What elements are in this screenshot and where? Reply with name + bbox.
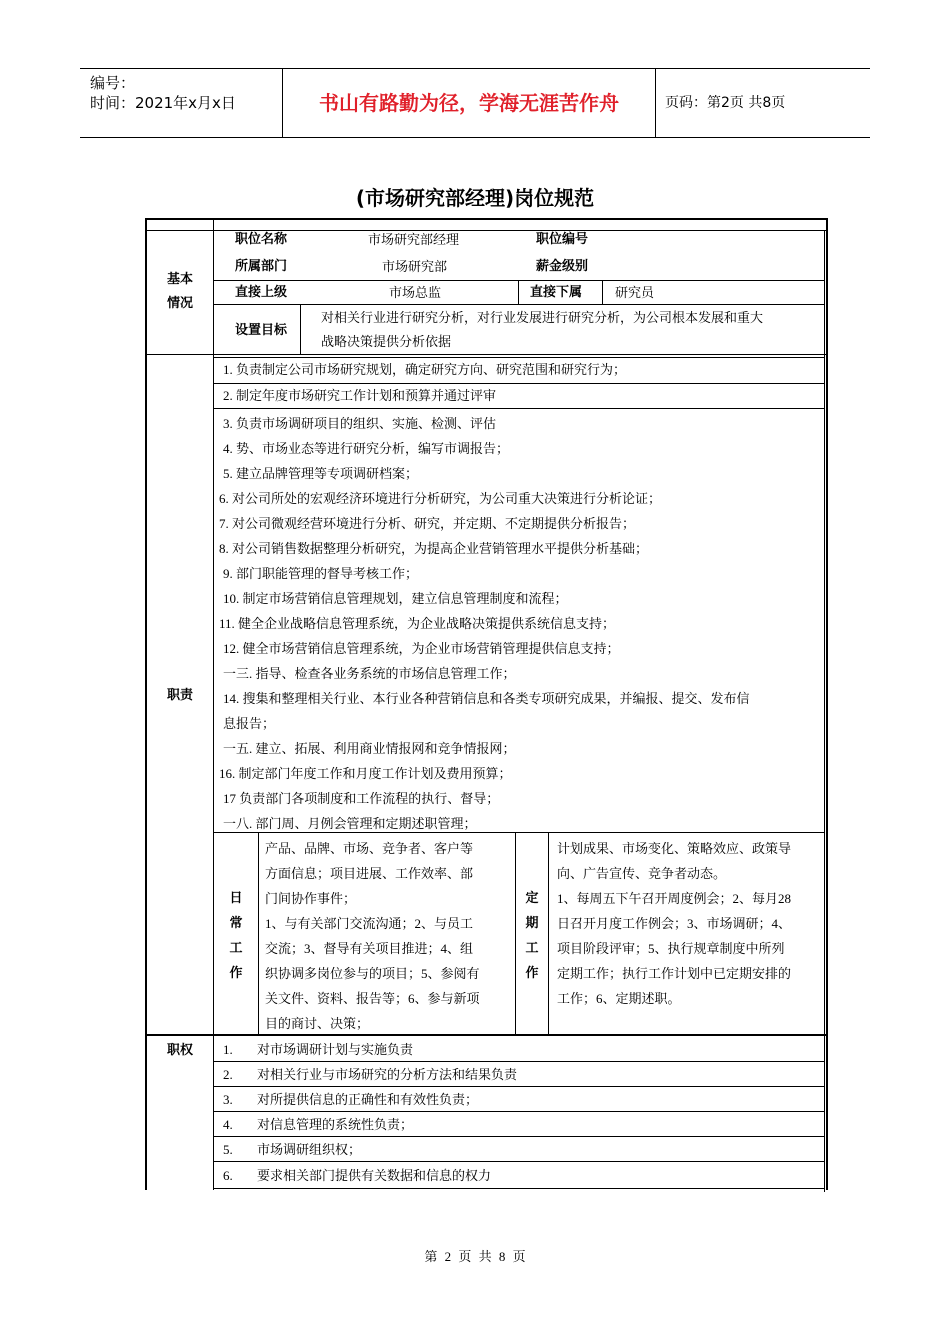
header-page: 页码：第2页 共8页	[665, 95, 786, 111]
authority-text: 要求相关部门提供有关数据和信息的权力	[257, 1168, 492, 1183]
number-label: 编号：	[90, 74, 136, 92]
duty-item: 5. 建立品牌管理等专项调研档案；	[223, 466, 419, 481]
cell-divider	[518, 280, 519, 304]
row-line	[213, 280, 825, 281]
duty-item: 息报告；	[223, 716, 276, 731]
duty-item: 11. 健全企业战略信息管理系统，为企业战略决策提供系统信息支持；	[219, 616, 616, 631]
row-line	[213, 1188, 825, 1189]
authority-text: 对相关行业与市场研究的分析方法和结果负责	[257, 1067, 518, 1082]
duties-section-label: 职责	[166, 688, 193, 703]
document-title: (市场研究部经理)岗位规范	[355, 186, 595, 210]
duty-item: 7. 对公司微观经营环境进行分析、研究，并定期、不定期提供分析报告；	[219, 516, 636, 531]
duty-item: 一八. 部门周、月例会管理和定期述职管理；	[223, 816, 477, 831]
authority-no: 1.	[223, 1042, 233, 1057]
authority-text: 对信息管理的系统性负责；	[257, 1117, 414, 1132]
page-footer: 第 2 页 共 8 页	[424, 1249, 526, 1264]
duty-item: 一三. 指导、检查各业务系统的市场信息管理工作；	[223, 666, 516, 681]
cell-divider	[515, 832, 516, 1034]
cell-divider	[602, 280, 603, 304]
duty-item: 1. 负责制定公司市场研究规划，确定研究方向、研究范围和研究行为；	[223, 362, 627, 377]
authority-text: 市场调研组织权；	[257, 1142, 362, 1157]
authority-no: 5.	[223, 1142, 233, 1157]
duty-item: 6. 对公司所处的宏观经济环境进行分析研究，为公司重大决策进行分析论证；	[219, 491, 662, 506]
row-line	[147, 1034, 826, 1036]
superior-value: 市场总监	[389, 285, 442, 300]
goal-line-1: 对相关行业进行研究分析，对行业发展进行研究分析，为公司根本发展和重大	[321, 310, 764, 325]
date-label: 时间：2021年x月x日	[90, 94, 236, 112]
label-column-divider	[213, 218, 214, 1190]
duty-item: 14. 搜集和整理相关行业、本行业各种营销信息和各类专项研究成果，并编报、提交、发布信	[223, 691, 750, 706]
department-value: 市场研究部	[382, 259, 448, 274]
subordinate-value: 研究员	[615, 285, 655, 300]
department-label: 所属部门	[235, 259, 288, 274]
cell-divider	[258, 832, 259, 1034]
row-line	[213, 408, 825, 409]
basic-section-label: 基本 情况	[166, 272, 193, 311]
authority-no: 4.	[223, 1117, 233, 1132]
position-code-label: 职位编号	[536, 232, 589, 247]
authority-no: 2.	[223, 1067, 233, 1082]
authority-no: 6.	[223, 1168, 233, 1183]
duty-item: 12. 健全市场营销信息管理系统，为企业市场营销管理提供信息支持；	[223, 641, 620, 656]
authority-text: 对所提供信息的正确性和有效性负责；	[257, 1092, 479, 1107]
salary-label: 薪金级别	[536, 259, 589, 274]
header-meta	[80, 69, 283, 137]
duty-item: 8. 对公司销售数据整理分析研究，为提高企业营销管理水平提供分析基础；	[219, 541, 649, 556]
goal-line-2: 战略决策提供分析依据	[321, 334, 452, 349]
duty-item: 10. 制定市场营销信息管理规划，建立信息管理制度和流程；	[223, 591, 568, 606]
duty-item: 3. 负责市场调研项目的组织、实施、检测、评估	[223, 416, 497, 431]
duty-item: 一五. 建立、拓展、利用商业情报网和竞争情报网；	[223, 741, 516, 756]
inner-right-border	[824, 230, 825, 1192]
authority-section-label: 职权	[166, 1043, 193, 1058]
goal-label: 设置目标	[235, 323, 288, 338]
header-motto: 书山有路勤为径，学海无涯苦作舟	[283, 69, 656, 137]
row-line	[147, 354, 826, 355]
authority-no: 3.	[223, 1092, 233, 1107]
page-header	[80, 68, 870, 138]
duty-item: 16. 制定部门年度工作和月度工作计划及费用预算；	[219, 766, 512, 781]
duty-item: 2. 制定年度市场研究工作计划和预算并通过评审	[223, 388, 497, 403]
cell-divider	[548, 832, 549, 1034]
duty-item: 9. 部门职能管理的督导考核工作；	[223, 566, 419, 581]
duty-item: 4. 势、市场业态等进行研究分析，编写市调报告；	[223, 441, 510, 456]
authority-text: 对市场调研计划与实施负责	[257, 1042, 414, 1057]
superior-label: 直接上级	[235, 285, 288, 300]
duty-item: 17 负责部门各项制度和工作流程的执行、督导；	[223, 791, 500, 806]
position-name-value: 市场研究部经理	[368, 232, 460, 247]
position-name-label: 职位名称	[235, 232, 288, 247]
subordinate-label: 直接下属	[530, 285, 583, 300]
cell-divider	[300, 304, 301, 354]
